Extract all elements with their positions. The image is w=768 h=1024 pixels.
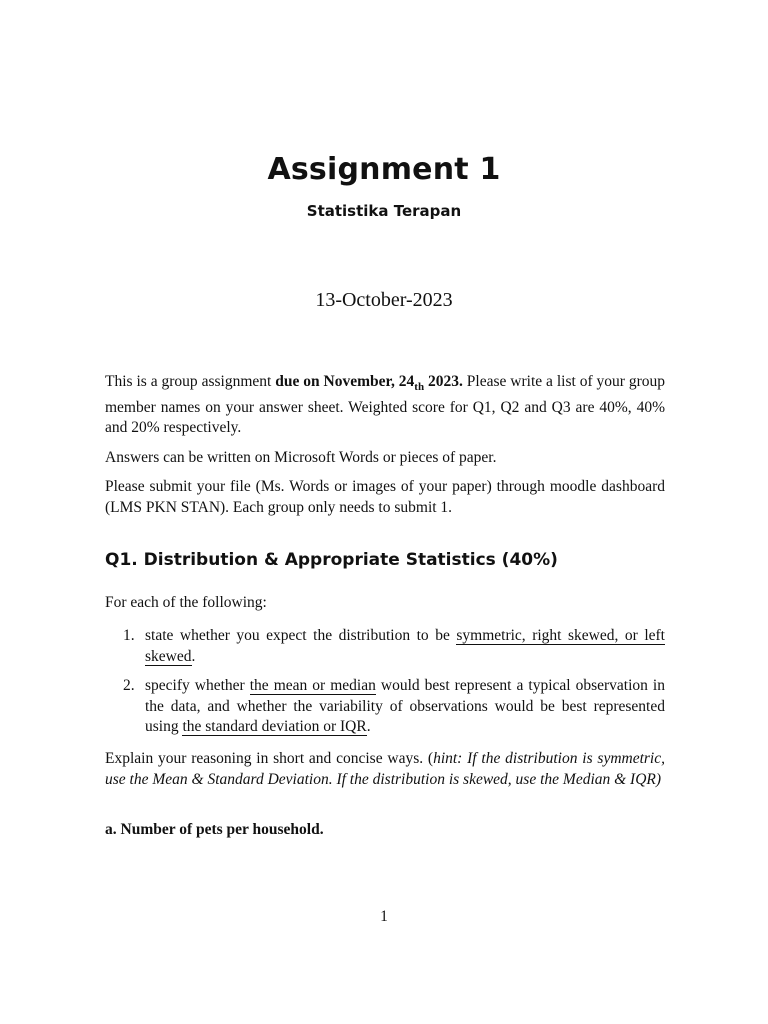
page-number: 1: [380, 908, 388, 925]
intro-paragraph-2: Answers can be written on Microsoft Words or pieces of paper.: [105, 448, 497, 466]
hint-text: hint: If the distribution is symmetric, use the Mean & Standard Deviation. If the distribution is skewed, use the Median & IQR): [105, 750, 665, 788]
list-text-mid: would best represent a typical observation in the data, and whether the variability of observations would be best represented using: [145, 677, 665, 735]
intro-text: This is a group assignment: [105, 373, 276, 390]
list-item: [105, 626, 665, 667]
due-date-suffix: th: [414, 381, 425, 393]
due-date: [275, 373, 463, 393]
part-a-heading: a. Number of pets per household.: [105, 821, 324, 838]
page-title: Assignment 1: [267, 152, 501, 187]
list-number: 1.: [123, 627, 135, 644]
list-item: [105, 676, 665, 738]
document-date: 13-October-2023: [315, 289, 453, 311]
underlined-text: the mean or median: [249, 677, 376, 694]
explain-paragraph: [105, 749, 665, 790]
intro-section: [105, 372, 665, 527]
intro-paragraph-1: [105, 372, 665, 439]
page-subtitle: Statistika Terapan: [306, 202, 462, 220]
list-text-end: .: [191, 647, 196, 665]
q1-heading: Q1. Distribution & Appropriate Statistics (40%): [105, 550, 558, 570]
list-text: state whether you expect the distribution to be: [145, 627, 457, 644]
list-text-end: .: [366, 718, 371, 735]
due-date-year: 2023.: [424, 373, 463, 390]
q1-lead: For each of the following:: [105, 594, 267, 611]
list-text: specify whether: [145, 677, 250, 694]
explain-text: Explain your reasoning in short and concise ways. (: [105, 750, 434, 767]
intro-paragraph-3: Please submit your file (Ms. Words or images of your paper) through moodle dashboard (LMS PKN STAN). Each group only needs to submit 1.: [105, 478, 665, 516]
due-date-main: due on November, 24: [275, 373, 415, 390]
list-number: 2.: [123, 677, 135, 694]
intro-text-rest: Please write a list of your group member names on your answer sheet. Weighted score for Q1, Q2 and Q3 are 40%, 40% and 20% respectively.: [105, 373, 665, 436]
underlined-text: the standard deviation or IQR: [182, 718, 367, 735]
q1-list: [105, 626, 665, 747]
underlined-text: symmetric, right skewed, or left skewed: [145, 627, 665, 665]
